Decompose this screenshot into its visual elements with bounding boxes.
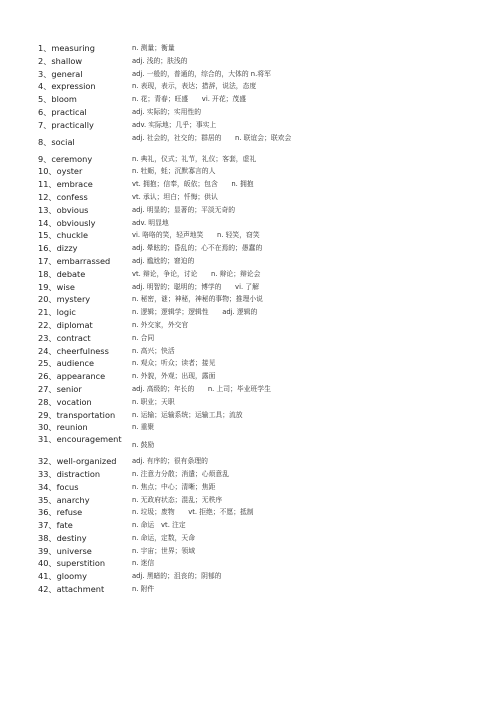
definition: n. 秘密，谜；神秘，神秘的事物；推理小说 <box>132 295 263 304</box>
definition: vi. 咯咯的笑，轻声地笑 n. 轻笑，窃笑 <box>132 231 260 240</box>
definition: adj. 社会的，社交的；群居的 n. 联谊会；联欢会 <box>132 133 292 142</box>
list-item <box>38 319 328 332</box>
definition: n. 鼓励 <box>132 441 155 450</box>
term: 23、contract <box>38 332 91 343</box>
list-item <box>38 106 328 119</box>
definition: n. 焦点；中心；清晰；焦距 <box>132 482 216 491</box>
list-item <box>38 481 328 494</box>
list-item <box>38 396 328 409</box>
term: 33、distraction <box>38 468 101 479</box>
definition: n. 附件 <box>132 585 155 594</box>
list-item <box>38 434 328 455</box>
list-item <box>38 93 328 106</box>
definition: adj. 黑暗的；沮丧的；阴郁的 <box>132 572 222 581</box>
term: 42、attachment <box>38 584 105 595</box>
term: 8、social <box>38 136 75 147</box>
definition: adj. 有序的；很有条理的 <box>132 457 208 466</box>
list-item <box>38 42 328 55</box>
list-item <box>38 293 328 306</box>
term: 3、general <box>38 68 83 79</box>
term: 24、cheerfulness <box>38 345 109 356</box>
list-item <box>38 153 328 166</box>
definition: vt. 拥抱；信奉，皈依；包含 n. 拥抱 <box>132 180 254 189</box>
term: 21、logic <box>38 307 76 318</box>
term: 32、well-organized <box>38 456 117 467</box>
definition: vt. 承认；坦白；忏悔；供认 <box>132 192 218 201</box>
list-item <box>38 357 328 370</box>
list-item <box>38 557 328 570</box>
term: 10、oyster <box>38 166 83 177</box>
term: 17、embarrassed <box>38 255 111 266</box>
term: 26、appearance <box>38 371 106 382</box>
term: 13、obvious <box>38 204 89 215</box>
term: 38、destiny <box>38 532 87 543</box>
definition: adv. 明显地 <box>132 218 169 227</box>
definition: n. 注意力分散；消遣；心烦意乱 <box>132 469 229 478</box>
list-item <box>38 370 328 383</box>
term: 22、diplomat <box>38 319 93 330</box>
term: 7、practically <box>38 119 94 130</box>
definition: n. 迷信 <box>132 559 155 568</box>
list-item <box>38 132 328 153</box>
term: 4、expression <box>38 81 96 92</box>
definition: n. 垃圾；废物 vt. 拒绝；不愿；抵制 <box>132 508 254 517</box>
definition: adj. 浅的；肤浅的 <box>132 56 188 65</box>
list-item <box>38 119 328 132</box>
term: 14、obviously <box>38 217 96 228</box>
term: 27、senior <box>38 383 82 394</box>
list-item <box>38 268 328 281</box>
term: 15、chuckle <box>38 230 89 241</box>
list-item <box>38 468 328 481</box>
term: 1、measuring <box>38 43 95 53</box>
list-item <box>38 455 328 468</box>
list-item <box>38 191 328 204</box>
list-item <box>38 55 328 68</box>
definition: n. 命运，定数，天命 <box>132 533 196 542</box>
definition: n. 无政府状态；混乱；无秩序 <box>132 495 223 504</box>
list-item <box>38 332 328 345</box>
list-item <box>38 494 328 507</box>
term: 16、dizzy <box>38 243 78 254</box>
definition: n. 测量；衡量 <box>132 44 175 52</box>
definition: adj. 实际的；实用性的 <box>132 107 202 116</box>
definition: n. 牡蛎，蚝；沉默寡言的人 <box>132 167 216 176</box>
term: 30、reunion <box>38 422 88 433</box>
term: 2、shallow <box>38 55 83 66</box>
definition: adj. 明智的；聪明的；博学的 vi. 了解 <box>132 282 259 291</box>
term: 28、vocation <box>38 396 92 407</box>
definition: n. 典礼，仪式；礼节，礼仪；客套，虚礼 <box>132 154 257 163</box>
term: 12、confess <box>38 191 88 202</box>
definition: n. 表现，表示，表达；措辞，说法，态度 <box>132 82 257 91</box>
list-item <box>38 519 328 532</box>
list-item <box>38 204 328 217</box>
term: 11、embrace <box>38 179 93 190</box>
list-item <box>38 421 328 434</box>
list-item <box>38 545 328 558</box>
term: 18、debate <box>38 268 86 279</box>
definition: vt. 辩论，争论，讨论 n. 辩论；辩论会 <box>132 269 261 278</box>
term: 25、audience <box>38 358 95 369</box>
vocabulary-list <box>38 42 328 596</box>
term: 40、superstition <box>38 558 106 569</box>
list-item <box>38 532 328 545</box>
term: 34、focus <box>38 481 79 492</box>
list-item <box>38 281 328 294</box>
definition: adj. 一般的，普通的，综合的，大体的 n.将军 <box>132 69 271 78</box>
term: 9、ceremony <box>38 153 93 164</box>
list-item <box>38 409 328 422</box>
list-item <box>38 165 328 178</box>
definition: n. 外交家，外交官 <box>132 320 189 329</box>
list-item <box>38 80 328 93</box>
definition: adv. 实际地；几乎；事实上 <box>132 120 217 129</box>
term: 19、wise <box>38 281 75 292</box>
definition: n. 外貌，外观；出现，露面 <box>132 372 216 381</box>
list-item <box>38 583 328 596</box>
term: 31、encouragement <box>38 434 122 445</box>
list-item <box>38 178 328 191</box>
definition: adj. 高级的；年长的 n. 上司；毕业班学生 <box>132 384 271 393</box>
list-item <box>38 306 328 319</box>
list-item <box>38 255 328 268</box>
list-item <box>38 229 328 242</box>
list-item <box>38 570 328 583</box>
list-item <box>38 242 328 255</box>
definition: n. 高兴；快活 <box>132 346 175 355</box>
definition: adj. 晕眩的；昏乱的；心不在焉的；愚蠢的 <box>132 244 263 253</box>
term: 29、transportation <box>38 409 116 420</box>
definition: n. 命运 vt. 注定 <box>132 521 186 530</box>
list-item <box>38 217 328 230</box>
term: 39、universe <box>38 545 92 556</box>
definition: n. 观众；听众；读者；接见 <box>132 359 216 368</box>
term: 5、bloom <box>38 94 77 105</box>
term: 20、mystery <box>38 294 91 305</box>
definition: n. 运输；运输系统；运输工具；流放 <box>132 410 243 419</box>
definition: n. 宇宙；世界；领域 <box>132 546 196 555</box>
list-item <box>38 68 328 81</box>
term: 6、practical <box>38 106 87 117</box>
list-item <box>38 383 328 396</box>
list-item <box>38 345 328 358</box>
term: 36、refuse <box>38 507 83 518</box>
definition: n. 花；青春；旺盛 vi. 开花；茂盛 <box>132 95 247 104</box>
definition: n. 逻辑；逻辑学；逻辑性 adj. 逻辑的 <box>132 308 258 317</box>
definition: adj. 明显的；显著的；平淡无奇的 <box>132 205 236 214</box>
term: 41、gloomy <box>38 571 87 582</box>
term: 35、anarchy <box>38 494 90 505</box>
definition: n. 重聚 <box>132 423 155 432</box>
term: 37、fate <box>38 520 73 531</box>
definition: n. 职业；天职 <box>132 397 175 406</box>
list-item <box>38 506 328 519</box>
definition: n. 合同 <box>132 333 155 342</box>
definition: adj. 尴尬的；窘迫的 <box>132 256 195 265</box>
